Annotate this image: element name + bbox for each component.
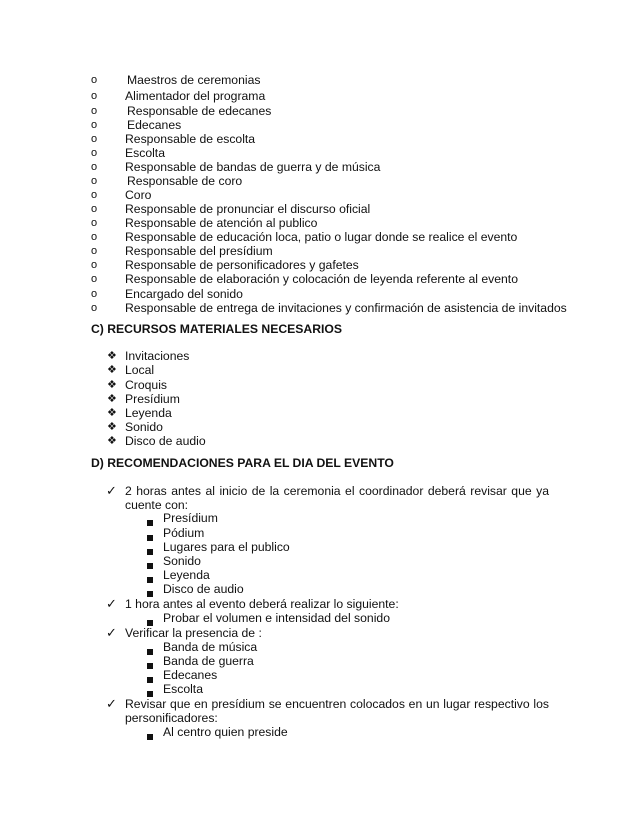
circle-bullet-icon: o: [91, 133, 98, 145]
sub-item: Sonido: [163, 554, 201, 568]
recommendation-text: Verificar la presencia de :: [125, 626, 262, 640]
list-item: Responsable de elaboración y colocación de leyenda referente al evento: [125, 272, 518, 286]
list-item: Presídium: [125, 392, 180, 406]
circle-bullet-icon: o: [91, 217, 98, 229]
recommendation-text-cont: personificadores:: [125, 711, 218, 725]
recommendation-text: 2 horas antes al inicio de la ceremonia el coordinador deberá revisar que ya: [125, 484, 549, 498]
sub-item: Escolta: [163, 682, 203, 696]
diamond-bullet-icon: ❖: [107, 379, 117, 391]
sub-item: Al centro quien preside: [163, 725, 288, 739]
list-item: Encargado del sonido: [125, 287, 243, 301]
section-c-heading: C) RECURSOS MATERIALES NECESARIOS: [91, 322, 342, 336]
list-item: Responsable de entrega de invitaciones y confirmación de asistencia de invitados: [125, 301, 567, 315]
circle-bullet-icon: o: [91, 147, 98, 159]
sub-item: Edecanes: [163, 668, 218, 682]
list-item: Responsable de bandas de guerra y de música: [125, 160, 381, 174]
recommendation-text-cont: cuente con:: [125, 498, 189, 512]
sub-item: Banda de música: [163, 640, 258, 654]
square-bullet-icon: [147, 658, 153, 672]
circle-bullet-icon: o: [91, 302, 98, 314]
circle-bullet-icon: o: [91, 90, 98, 102]
section-d-heading: D) RECOMENDACIONES PARA EL DIA DEL EVENTO: [91, 456, 394, 470]
circle-bullet-icon: o: [91, 119, 98, 131]
sub-item: Banda de guerra: [163, 654, 254, 668]
list-item: Alimentador del programa: [125, 89, 266, 103]
list-item: Edecanes: [127, 118, 182, 132]
square-bullet-icon: [147, 729, 153, 743]
list-item: Responsable de pronunciar el discurso oficial: [125, 202, 371, 216]
circle-bullet-icon: o: [91, 74, 98, 86]
list-item: Responsable de edecanes: [127, 104, 272, 118]
list-item: Responsable de coro: [127, 174, 243, 188]
checkmark-icon: ✓: [106, 696, 117, 711]
list-item: Escolta: [125, 146, 165, 160]
recommendation-text: 1 hora antes al evento deberá realizar lo siguiente:: [125, 597, 399, 611]
diamond-bullet-icon: ❖: [107, 407, 117, 419]
circle-bullet-icon: o: [91, 259, 98, 271]
circle-bullet-icon: o: [91, 189, 98, 201]
square-bullet-icon: [147, 544, 153, 558]
list-item: Invitaciones: [125, 349, 190, 363]
sub-item: Lugares para el publico: [163, 540, 290, 554]
square-bullet-icon: [147, 672, 153, 686]
sub-item: Pódium: [163, 526, 205, 540]
list-item: Leyenda: [125, 406, 172, 420]
list-item: Local: [125, 363, 155, 377]
diamond-bullet-icon: ❖: [107, 350, 117, 362]
list-item: Maestros de ceremonias: [127, 73, 261, 87]
list-item: Responsable del presídium: [125, 244, 273, 258]
sub-item: Presídium: [163, 511, 218, 525]
circle-bullet-icon: o: [91, 161, 98, 173]
square-bullet-icon: [147, 558, 153, 572]
sub-item: Probar el volumen e intensidad del sonido: [163, 611, 390, 625]
diamond-bullet-icon: ❖: [107, 393, 117, 405]
list-item: Responsable de personificadores y gafetes: [125, 258, 359, 272]
circle-bullet-icon: o: [91, 273, 98, 285]
list-item: Responsable de educación loca, patio o lugar donde se realice el evento: [125, 230, 518, 244]
list-item: Disco de audio: [125, 434, 206, 448]
list-item: Sonido: [125, 420, 163, 434]
list-item: Responsable de atención al publico: [125, 216, 318, 230]
checkmark-icon: ✓: [106, 625, 117, 640]
list-item: Croquis: [125, 378, 167, 392]
checkmark-icon: ✓: [106, 596, 117, 611]
square-bullet-icon: [147, 644, 153, 658]
recommendation-text: Revisar que en presídium se encuentren colocados en un lugar respectivo los: [125, 697, 549, 711]
circle-bullet-icon: o: [91, 288, 98, 300]
diamond-bullet-icon: ❖: [107, 421, 117, 433]
circle-bullet-icon: o: [91, 175, 98, 187]
circle-bullet-icon: o: [91, 203, 98, 215]
circle-bullet-icon: o: [91, 231, 98, 243]
sub-item: Leyenda: [163, 568, 210, 582]
circle-bullet-icon: o: [91, 245, 98, 257]
checkmark-icon: ✓: [106, 483, 117, 498]
square-bullet-icon: [147, 572, 153, 586]
diamond-bullet-icon: ❖: [107, 435, 117, 447]
list-item: Responsable de escolta: [125, 132, 256, 146]
sub-item: Disco de audio: [163, 582, 244, 596]
list-item: Coro: [125, 188, 152, 202]
square-bullet-icon: [147, 515, 153, 529]
diamond-bullet-icon: ❖: [107, 364, 117, 376]
square-bullet-icon: [147, 530, 153, 544]
circle-bullet-icon: o: [91, 105, 98, 117]
